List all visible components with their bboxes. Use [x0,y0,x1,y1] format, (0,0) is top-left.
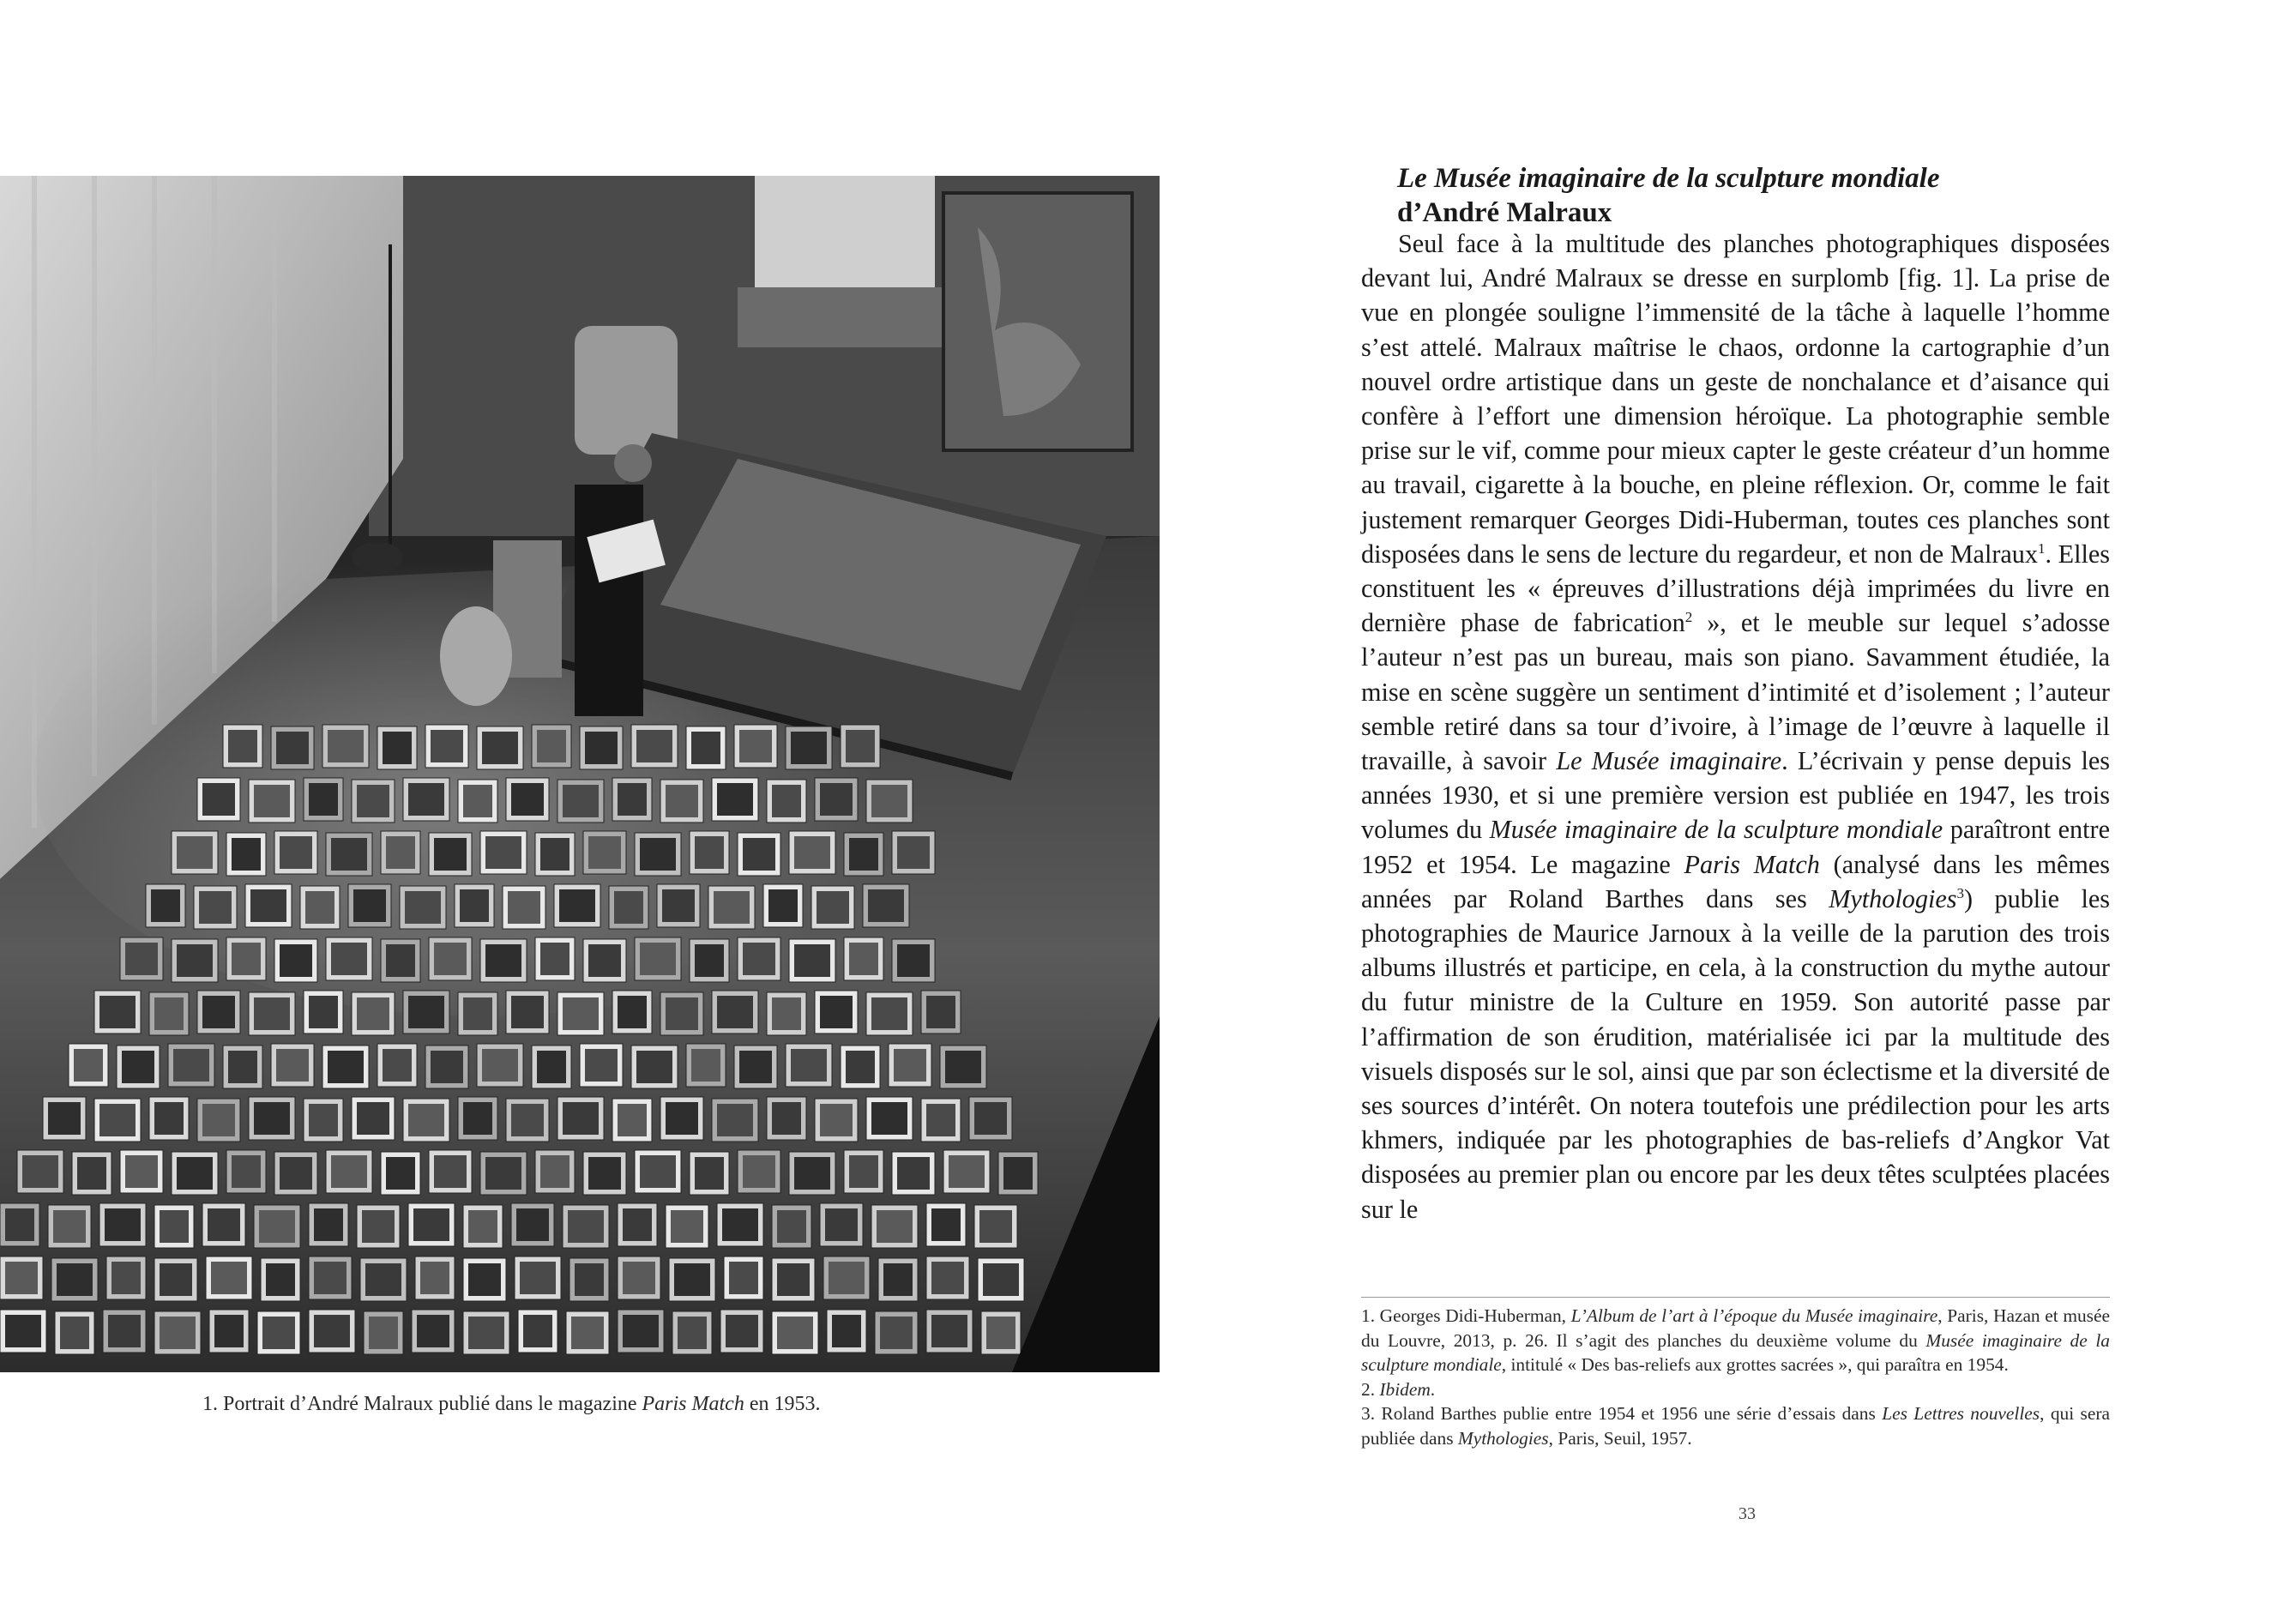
section-heading [1397,161,2135,230]
footnote-2: 2. Ibidem. [1361,1378,1436,1400]
heading-author: d’André Malraux [1397,197,1612,228]
footnotes [1361,1304,2110,1450]
footnote-ref-1: 1 [2037,539,2046,557]
footnote-1: 1. Georges Didi-Huberman, L’Album de l’art à l’époque du Musée imaginaire, Paris, Hazan et musée du Louvre, 2013, p. 26. Il s’agit des planches du deuxième volume du Musée imaginaire de la sculpture mondiale, intitulé « Des bas-reliefs aux grottes sacrées », qui paraîtra en 1954. [1361,1305,2110,1375]
footnote-separator [1361,1297,2110,1298]
figure-caption: 1. Portrait d’André Malraux publié dans le magazine Paris Match en 1953. [202,1393,821,1415]
footnote-3: 3. Roland Barthes publie entre 1954 et 1956 une série d’essais dans Les Lettres nouvelles, qui sera publiée dans Mythologies, Paris, Seuil, 1957. [1361,1403,2110,1449]
page-number: 33 [1739,1504,1756,1523]
photograph-image [0,176,1160,1372]
body-paragraph: Seul face à la multitude des planches photographiques disposées devant lui, André Malraux se dresse en surplomb [fig. 1]. La prise de vue en plongée souligne l’immensité de la tâche à laquelle l’homme s’est attelé. Malraux maîtrise le chaos, ordonne la cartographie d’un nouvel ordre artistique dans un geste de nonchalance et d’aisance qui confère à l’effort une dimension héroïque. La photographie semble prise sur le vif, comme pour mieux capter le geste créateur d’un homme au travail, cigarette à la bouche, en pleine réflexion. Or, comme le fait justement remarquer Georges Didi-Huberman, toutes ces planches sont disposées dans le sens de lecture du regardeur, et non de Malraux$^1$. Elles constituent les « épreuves d’illustrations déjà imprimées du livre en dernière phase de fabrication$^2$ », et le meuble sur lequel s’adosse l’auteur n’est pas un bureau, mais son piano. Savamment étudiée, la mise en scène suggère un sentiment d’intimité et d’isolement ; l’auteur semble retiré dans sa tour d’ivoire, à l’image de l’œuvre à laquelle il travaille, à savoir Le Musée imaginaire. L’écrivain y pense depuis les années 1930, et si une première version est publiée en 1947, les trois volumes du Musée imaginaire de la sculpture mondiale paraîtront entre 1952 et 1954. Le magazine Paris Match (analysé dans les mêmes années par Roland Barthes dans ses Mythologies$^3$) publie les photographies de Maurice Jarnoux à la veille de la parution des trois albums illustrés et participe, en cela, à la construction du mythe autour du futur ministre de la Culture en 1959. Son autorité passe par l’affirmation de son érudition, matérialisée ici par la multitude des visuels disposés sur le sol, ainsi que par son éclectisme et la diversité de ses sources d’intérêt. On notera toutefois une prédilection pour les arts khmers, indiquée par les photographies de bas-reliefs d’Angkor Vat disposées au premier plan ou encore par les deux têtes sculptées placées sur le [1361,229,2110,1224]
footnote-ref-3: 3 [1956,884,1964,901]
heading-title: Le Musée imaginaire de la sculpture mondiale [1397,163,1940,194]
figure-photograph [0,176,1160,1372]
footnote-ref-2: 2 [1684,609,1693,626]
